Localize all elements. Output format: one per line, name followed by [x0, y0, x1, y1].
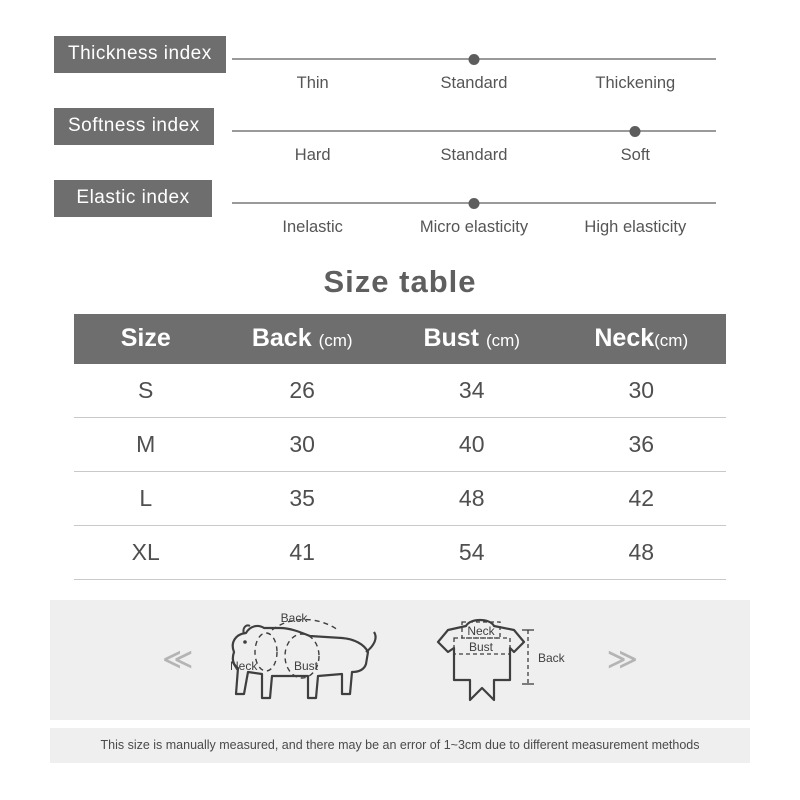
- size-table-head: [74, 314, 726, 364]
- cell-bust: 34: [387, 364, 557, 418]
- column-header-label: Back: [251, 324, 312, 352]
- carousel-prev-arrow[interactable]: ≪: [162, 643, 194, 676]
- measurement-disclaimer: This size is manually measured, and there may be an error of 1~3cm due to different measurement methods: [50, 728, 750, 763]
- index-row-thickness: [0, 36, 800, 108]
- cell-size: XL: [74, 526, 217, 580]
- index-ticks-softness: [232, 146, 716, 165]
- index-row-softness: [0, 108, 800, 180]
- cell-neck: 30: [556, 364, 726, 418]
- index-ticks-thickness: [232, 74, 716, 93]
- column-header-size: [74, 314, 217, 364]
- index-tick: Micro elasticity: [419, 218, 529, 236]
- cell-bust: 40: [387, 418, 557, 472]
- cell-size: S: [74, 364, 217, 418]
- table-row: [74, 364, 726, 418]
- column-header-label: Bust: [423, 324, 480, 352]
- index-tick: Thickening: [595, 74, 676, 92]
- table-header-row: [74, 314, 726, 364]
- index-ticks-elastic: [232, 218, 716, 237]
- garment-label-neck: Neck: [467, 624, 495, 638]
- cell-back: 35: [217, 472, 387, 526]
- index-tick: Soft: [620, 146, 650, 164]
- index-label-elastic: Elastic index: [54, 180, 212, 217]
- index-tick: Standard: [440, 146, 508, 164]
- column-header-label: Neck: [594, 324, 655, 352]
- column-header-unit: (cm): [654, 331, 689, 350]
- garment-label-back: Back: [538, 651, 565, 665]
- garment-label-bust: Bust: [468, 640, 494, 654]
- cell-size: M: [74, 418, 217, 472]
- table-row: [74, 526, 726, 580]
- column-header-back: [217, 314, 387, 364]
- index-tick: High elasticity: [584, 218, 687, 236]
- dog-label-bust: Bust: [293, 659, 319, 673]
- cell-back: 30: [217, 418, 387, 472]
- illustration-figures: [214, 608, 586, 712]
- cell-back: 26: [217, 364, 387, 418]
- table-row: [74, 472, 726, 526]
- index-label-softness: Softness index: [54, 108, 214, 145]
- cell-bust: 54: [387, 526, 557, 580]
- column-header-unit: (cm): [318, 331, 353, 350]
- cell-back: 41: [217, 526, 387, 580]
- index-dot-softness: [630, 126, 641, 137]
- carousel-next-arrow[interactable]: ≫: [606, 643, 638, 676]
- index-tick: Inelastic: [282, 218, 343, 236]
- index-row-elastic: [0, 180, 800, 252]
- column-header-unit: (cm): [485, 331, 520, 350]
- index-tick: Thin: [296, 74, 329, 92]
- index-tick: Hard: [294, 146, 331, 164]
- cell-neck: 48: [556, 526, 726, 580]
- index-tick: Standard: [440, 74, 508, 92]
- index-line: [232, 130, 716, 132]
- size-table-body: [74, 364, 726, 580]
- size-table-title: Size table: [323, 264, 477, 299]
- dog-measurement-diagram: [214, 608, 394, 712]
- cell-neck: 36: [556, 418, 726, 472]
- column-header-label: Size: [120, 324, 171, 352]
- cell-neck: 42: [556, 472, 726, 526]
- garment-measurement-diagram: [416, 608, 586, 712]
- index-dot-elastic: [469, 198, 480, 209]
- dog-label-back: Back: [280, 611, 308, 625]
- cell-bust: 48: [387, 472, 557, 526]
- index-label-thickness: Thickness index: [54, 36, 226, 73]
- size-table: [74, 314, 726, 580]
- index-dot-thickness: [469, 54, 480, 65]
- cell-size: L: [74, 472, 217, 526]
- column-header-bust: [387, 314, 557, 364]
- dog-label-neck: Neck: [230, 659, 258, 673]
- column-header-neck: [556, 314, 726, 364]
- measurement-illustration-band: [50, 600, 750, 720]
- table-row: [74, 418, 726, 472]
- indices-section: [0, 0, 800, 252]
